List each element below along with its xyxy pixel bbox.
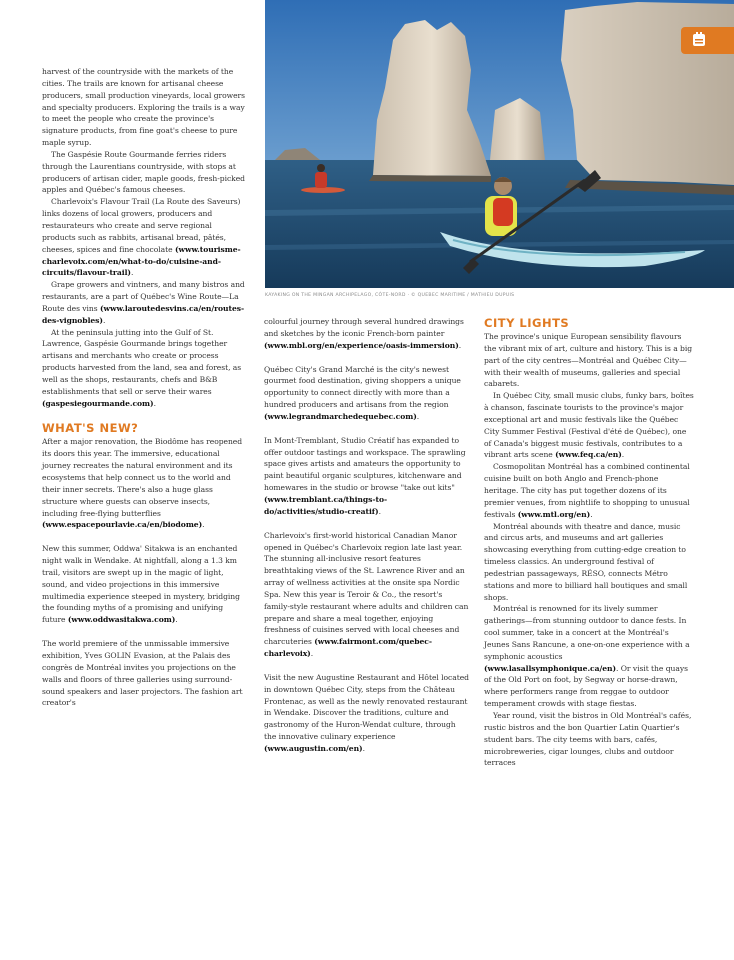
column-left xyxy=(42,66,247,709)
paragraph: Montréal is renowned for its lively summer gatherings—from stunning outdoor to dance fests. In cool summer, take in a concert at the Montréal's Jeunes Sans Rancune, a one-on-one experience with a symphonic acoustics (www.lasallsymphonique.ca/en). Or visit the quays of the Old Port on foot, by Segway or horse-drawn, where performers range from reggae to outdoor temperament crowds with stage fiestas. xyxy=(484,604,690,709)
weblink[interactable]: (gaspesiegourmande.com) xyxy=(42,398,154,408)
paragraph: In Québec City, small music clubs, funky bars, boîtes à chanson, fascinate tourists to the province's major exceptional art and music festivals like the Québec City Summer Festival (Festival d'été de Québec), one of Canada's biggest music festivals, contributes to a vibrant arts scene (www.feq.ca/en). xyxy=(484,391,694,460)
paragraph: The world premiere of the unmissable immersive exhibition, Yves GOLIN Evasion, at the Palais des congrès de Montréal invites you projections on the walls and floors of three galleries using surround-sound speakers and laser projectors. The fashion art creator's xyxy=(42,639,243,708)
weblink[interactable]: (www.oddwasitakwa.com) xyxy=(67,615,176,625)
paragraph: The Gaspésie Route Gourmande ferries riders through the Laurentians countryside, with stops at producers of artisan cider, maple goods, fresh-picked apples and Québec's famous cheeses. xyxy=(42,149,245,195)
weblink[interactable]: (www.feq.ca/en) xyxy=(555,450,622,460)
kayak-photo xyxy=(265,0,734,288)
weblink[interactable]: (www.mtl.org/en) xyxy=(517,509,591,519)
paragraph: In Mont-Tremblant, Studio Créatif has expanded to offer outdoor tastings and workspace. The sprawling space gives artists and amateurs the opportunity to paint beautiful organic sculptures, kitchenware and homewares in the studio or browse "take out kits" (www.tremblant.ca/things-to-do/activities/studio-creatif). xyxy=(264,435,466,516)
paragraph: harvest of the countryside with the markets of the cities. The trails are known for artisanal cheese producers, small production vineyards, local growers and specialty producers. Exploring the trails is a way to meet the people who create the province's signature products, from fine goat's cheese to pure maple syrup. xyxy=(42,67,245,148)
section-heading: CITY LIGHTS xyxy=(484,316,570,330)
photo-credit: KAYAKING ON THE MINGAN ARCHIPELAGO, CÔTE-NORD · © QUEBEC MARITIME / MATHIEU DUPUIS xyxy=(265,293,515,298)
paragraph: The province's unique European sensibility flavours the vibrant mix of art, culture and history. This is a big part of the city centres—Montréal and Québec City—with their wealth of museums, galleries and special cabarets. xyxy=(484,332,693,389)
weblink[interactable]: (www.laroutedesvins.ca/en/routes-des-vignobles) xyxy=(42,303,245,325)
paragraph: At the peninsula jutting into the Gulf of St. Lawrence, Gaspésie Gourmande brings together artisans and merchants who create or process products harvested from the land, sea and forest, as well as the shops, restaurants, chefs and B&B establishments that sell or serve their wares (gaspesiegourmande.com). xyxy=(42,327,242,408)
column-right xyxy=(484,316,694,769)
weblink[interactable]: (www.tremblant.ca/things-to-do/activities/studio-creatif) xyxy=(264,494,388,516)
paragraph: Cosmopolitan Montréal has a combined continental cuisine built on both Anglo and French-phone heritage. The city has put together dozens of its premier venues, from nightlife to shopping to unusual festivals (www.mtl.org/en). xyxy=(484,462,690,519)
paragraph: Charlevoix's first-world historical Canadian Manor opened in Québec's Charlevoix region late last year. The stunning all-inclusive resort features breathtaking views of the St. Lawrence River and an array of wellness activities at the onsite spa Nordic Spa. New this year is Teroir & Co., the resort's family-style restaurant where adults and children can prepare and share a meal together, enjoying freshness of cuisines served with local cheeses and charcuteries (www.fairmont.com/quebec-charlevoix). xyxy=(264,530,469,659)
weblink[interactable]: (www.legrandmarchedequebec.com) xyxy=(264,411,417,421)
column-middle xyxy=(264,316,469,755)
paragraph: Visit the new Augustine Restaurant and Hôtel located in downtown Québec City, steps from the Château Frontenac, as well as the newly renovated restaurant in Wendake. Discover the traditions, culture and gastronomy of the Huron-Wendat culture, through the innovative culinary experience (www.augustin.com/en). xyxy=(264,672,469,753)
guide-icon xyxy=(692,32,706,47)
section-tab xyxy=(681,27,734,54)
weblink[interactable]: (www.augustin.com/en) xyxy=(264,744,363,753)
paragraph: Montréal abounds with theatre and dance, music and circus arts, and museums and art galleries showcasing everything from cutting-edge creation to timeless classics. An underground festival of pedestrian passageways, RÉSO, connects Métro stations and more to billiard hall boutiques and small shops. xyxy=(484,521,688,602)
weblink[interactable]: (www.lasallsymphonique.ca/en) xyxy=(484,663,616,673)
paragraph: colourful journey through several hundred drawings and sketches by the iconic French-born painter (www.mbl.org/en/experience/oasis-immersion). xyxy=(264,317,464,350)
weblink[interactable]: (www.tourisme-charlevoix.com/en/what-to-do/cuisine-and-circuits/flavour-trail) xyxy=(42,244,241,278)
weblink[interactable]: (www.espacepourlavie.ca/en/biodome) xyxy=(42,520,203,530)
section-heading: WHAT'S NEW? xyxy=(42,421,139,436)
paragraph: After a major renovation, the Biodôme has reopened its doors this year. The immersive, educational journey recreates the natural environment and its ecosystems that help connect us to the world and their inner secrets. There's also a huge glass structure where guests can observe insects, including free-flying butterflies (www.espacepourlavie.ca/en/biodome). xyxy=(42,437,243,530)
paragraph: Québec City's Grand Marché is the city's newest gourmet food destination, giving shoppers a unique opportunity to connect directly with more than a hundred producers and artisans from the region (www.legrandmarchedequebec.com). xyxy=(264,364,461,421)
weblink[interactable]: (www.fairmont.com/quebec-charlevoix) xyxy=(264,637,432,659)
paragraph: New this summer, Oddwa' Sitakwa is an enchanted night walk in Wendake. At nightfall, along a 1.3 km trail, visitors are swept up in the magic of light, sound, and video projections in this immersive multimedia experience steeped in mystery, bridging the founding myths of a promising and unifying future (www.oddwasitakwa.com). xyxy=(42,544,240,625)
paragraph: Year round, visit the bistros in Old Montréal's cafés, rustic bistros and the bon Quartier Latin Quartier's student bars. The city teems with bars, cafés, microbreweries, cigar lounges, clubs and outdoor terraces xyxy=(484,711,692,768)
paragraph: Grape growers and vintners, and many bistros and restaurants, are a part of Québec's Wine Route—La Route des vins (www.laroutedesvins.ca/en/routes-des-vignobles). xyxy=(42,280,245,325)
weblink[interactable]: (www.mbl.org/en/experience/oasis-immersion) xyxy=(264,340,459,350)
paragraph: Charlevoix's Flavour Trail (La Route des Saveurs) links dozens of local growers, producers and restaurateurs who create and serve regional products such as rabbits, artisanal bread, pâtés, cheeses, spices and fine chocolate (www.tourisme-charlevoix.com/en/what-to-do/cuisine-and-circuits/flavour-trail). xyxy=(42,197,241,278)
